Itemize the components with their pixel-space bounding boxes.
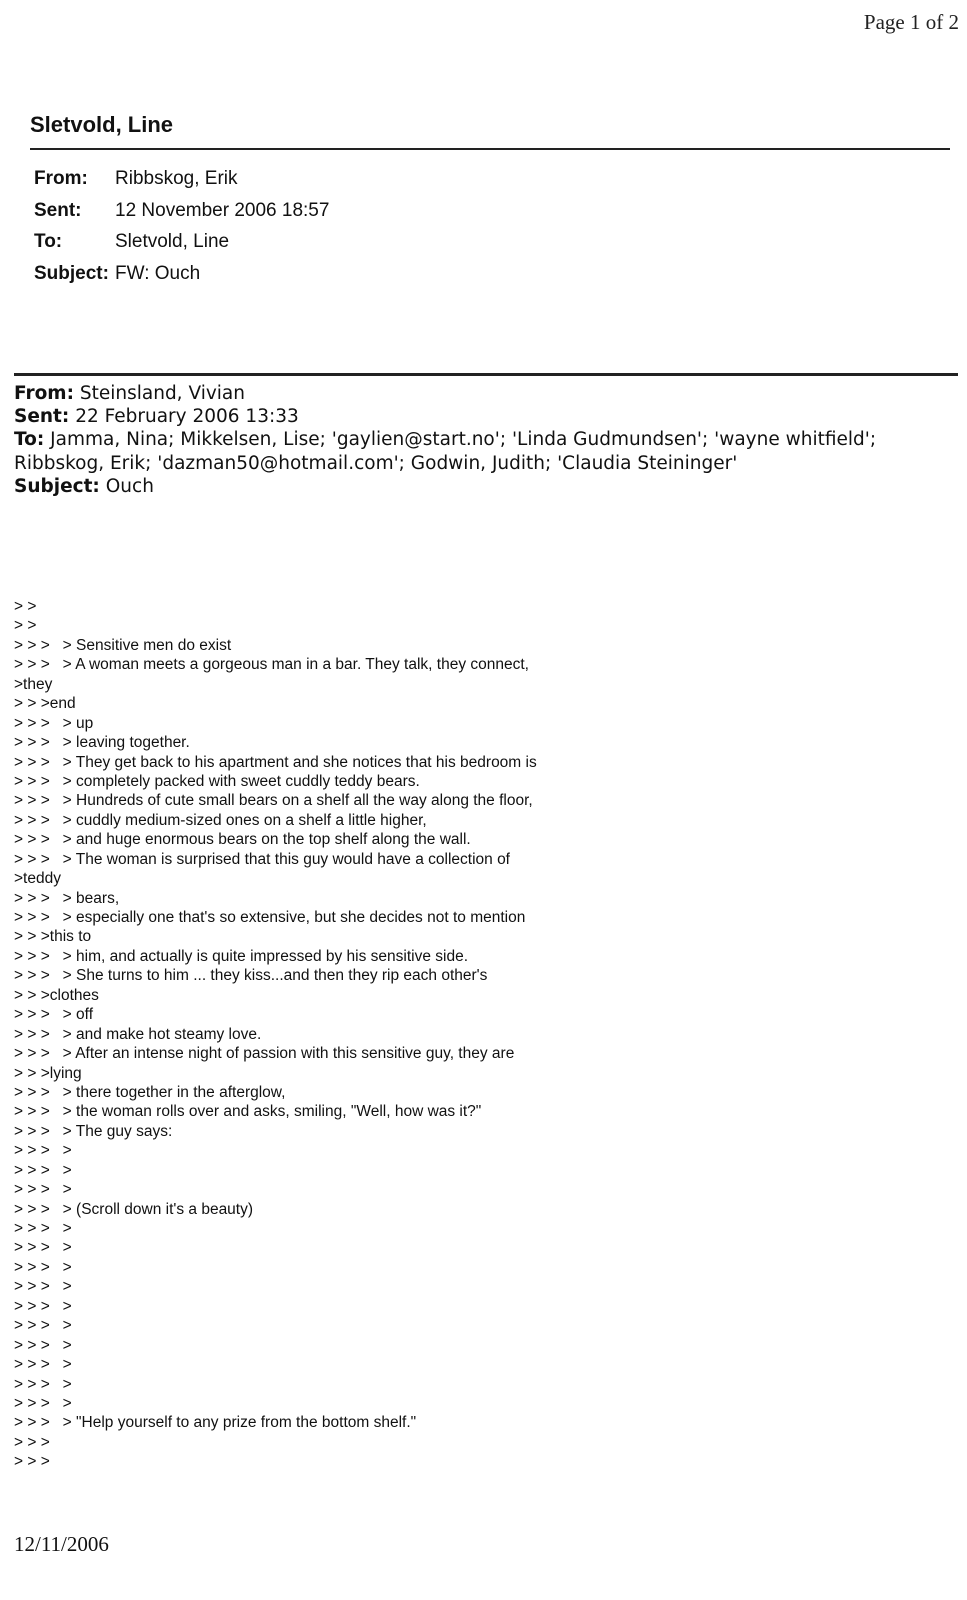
body-line: > > > > cuddly medium-sized ones on a shelf a little higher,	[14, 811, 427, 829]
print-date: 12/11/2006	[14, 1532, 109, 1556]
body-line: > > > > The guy says:	[14, 1122, 173, 1140]
to-label: To:	[34, 231, 63, 252]
outer-subject-row	[34, 258, 329, 290]
body-line: > > > > up	[14, 714, 94, 732]
subject-value: FW: Ouch	[115, 262, 201, 284]
body-line: > > >end	[14, 695, 76, 713]
fwd-to-row	[14, 428, 960, 474]
mailbox-owner-name: Sletvold, Line	[30, 112, 174, 137]
body-line: > > > >	[14, 1181, 72, 1199]
body-line: > >	[14, 598, 37, 615]
body-line: > > >clothes	[14, 986, 99, 1004]
body-line: > > > >	[14, 1317, 72, 1335]
body-line: > > > > especially one that's so extensive, but she decides not to mention	[14, 909, 526, 926]
body-line: > > > >	[14, 1220, 72, 1237]
body-line: >they	[14, 675, 53, 693]
body-line: > > > >	[14, 1336, 72, 1354]
fwd-subject-value: Ouch	[105, 475, 154, 497]
body-line: > > > > Hundreds of cute small bears on a shelf all the way along the floor,	[14, 792, 533, 810]
body-line: > > > > They get back to his apartment and she notices that his bedroom is	[14, 753, 537, 771]
body-line: > > > >	[14, 1297, 72, 1315]
body-line: > > > > "Help yourself to any prize from the bottom shelf."	[14, 1414, 417, 1432]
from-label: From:	[34, 168, 88, 189]
body-line: > > >lying	[14, 1064, 82, 1082]
outer-from-row	[34, 163, 329, 195]
fwd-from-value: Steinsland, Vivian	[79, 383, 245, 404]
sent-value: 12 November 2006 18:57	[115, 199, 330, 221]
body-line: > >	[14, 617, 37, 635]
body-line: > > > >	[14, 1239, 72, 1257]
body-line: > > > > leaving together.	[14, 734, 190, 752]
fwd-to-label: To:	[14, 429, 45, 451]
forwarded-email-header	[14, 382, 960, 498]
body-line: > > > > A woman meets a gorgeous man in a bar. They talk, they connect,	[14, 656, 529, 674]
fwd-subject-row	[14, 475, 960, 498]
body-line: > > > > After an intense night of passion with this sensitive guy, they are	[14, 1045, 515, 1063]
body-line: > > >	[14, 1453, 50, 1471]
sent-label: Sent:	[34, 199, 82, 221]
fwd-to-value: Jamma, Nina; Mikkelsen, Lise; 'gaylien@start.no'; 'Linda Gudmundsen'; 'wayne whitfield'; Ribbskog, Erik; 'dazman50@hotmail.com'; Godwin, Judith; 'Claudia Steininger'	[14, 429, 877, 474]
body-line: > > > > She turns to him ... they kiss...and then they rip each other's	[14, 967, 488, 985]
body-line: > > >	[14, 1433, 50, 1451]
forward-divider	[14, 373, 958, 376]
body-line: > > > > him, and actually is quite impressed by his sensitive side.	[14, 947, 469, 965]
outer-to-row	[34, 226, 329, 258]
page-number: Page 1 of 2	[863, 10, 959, 34]
body-line: > > > > and huge enormous bears on the top shelf along the wall.	[14, 831, 471, 849]
outer-email-header	[34, 163, 329, 289]
fwd-subject-label: Subject:	[14, 475, 100, 497]
body-line: > > > >	[14, 1356, 72, 1374]
body-line: > > >this to	[14, 928, 92, 946]
body-line: > > > > and make hot steamy love.	[14, 1025, 262, 1043]
fwd-from-label: From:	[14, 383, 74, 404]
subject-label: Subject:	[34, 262, 109, 284]
body-line: >teddy	[14, 870, 61, 888]
body-line: > > > > The woman is surprised that this guy would have a collection of	[14, 850, 510, 868]
body-line: > > > >	[14, 1161, 72, 1179]
body-line: > > > >	[14, 1258, 72, 1276]
body-line: > > > > bears,	[14, 889, 120, 907]
fwd-sent-value: 22 February 2006 13:33	[75, 406, 299, 428]
body-line: > > > > Sensitive men do exist	[14, 636, 232, 654]
body-line: > > > >	[14, 1142, 72, 1160]
from-value: Ribbskog, Erik	[115, 168, 238, 189]
body-line: > > > > there together in the afterglow,	[14, 1083, 286, 1101]
fwd-sent-row	[14, 405, 960, 428]
body-line: > > > > the woman rolls over and asks, smiling, "Well, how was it?"	[14, 1103, 482, 1121]
body-line: > > > >	[14, 1394, 72, 1412]
body-line: > > > > off	[14, 1006, 93, 1024]
email-body	[14, 597, 537, 1472]
outer-sent-row	[34, 195, 329, 227]
fwd-sent-label: Sent:	[14, 406, 70, 428]
body-line: > > > >	[14, 1278, 72, 1296]
header-divider	[30, 148, 950, 150]
fwd-from-row	[14, 382, 960, 405]
body-line: > > > >	[14, 1375, 72, 1393]
body-line: > > > > (Scroll down it's a beauty)	[14, 1200, 254, 1218]
to-value: Sletvold, Line	[115, 231, 230, 252]
body-line: > > > > completely packed with sweet cuddly teddy bears.	[14, 772, 420, 790]
